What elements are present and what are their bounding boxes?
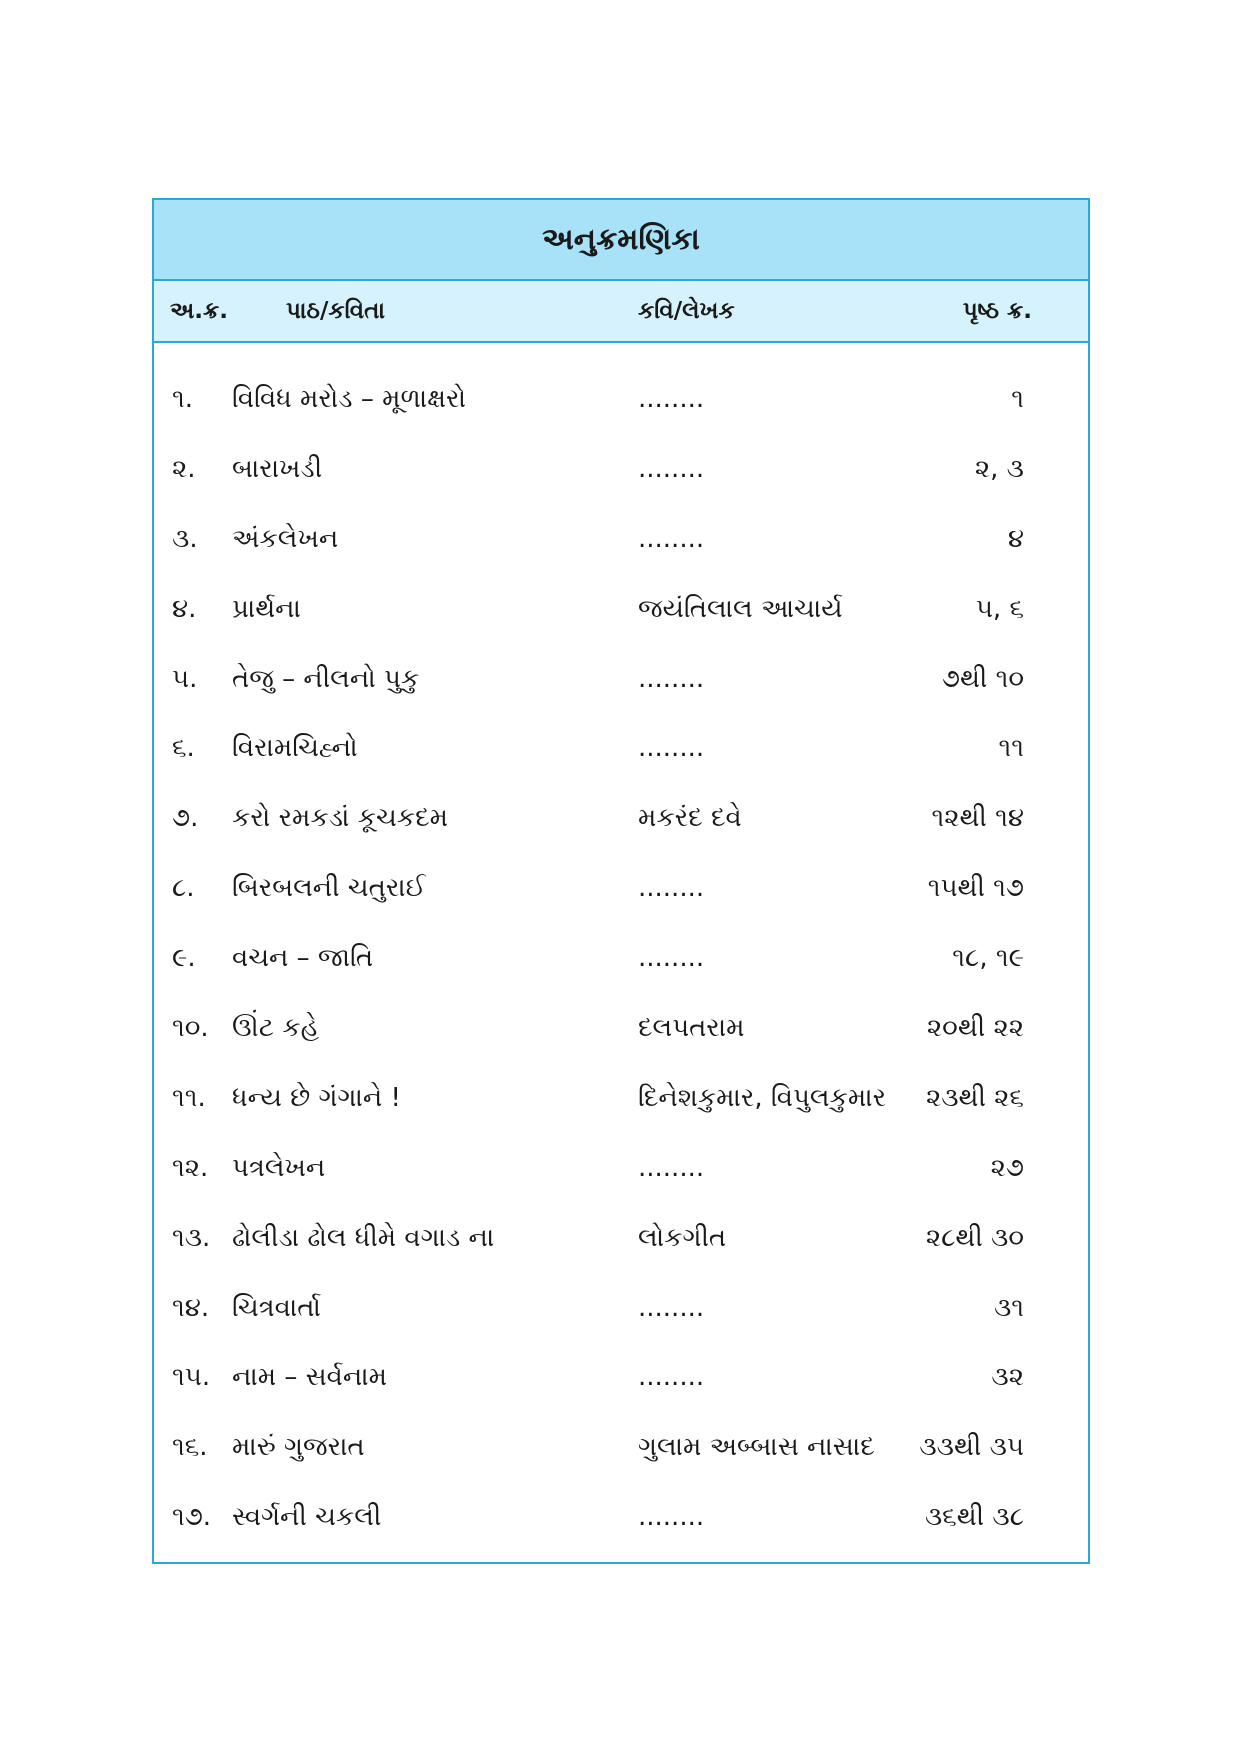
row-page: ૨૮થી ૩૦: [925, 1222, 1024, 1253]
row-page: ૪: [1007, 523, 1024, 554]
row-page: ૧૧: [998, 733, 1024, 764]
row-number: ૬.: [172, 733, 195, 764]
row-page: ૩૬થી ૩૮: [924, 1502, 1024, 1533]
row-lesson: પત્રલેખન: [232, 1152, 326, 1183]
row-lesson: વિરામચિહ્નો: [232, 733, 358, 764]
row-author: ........: [638, 1152, 705, 1183]
table-row: [154, 1495, 1088, 1565]
table-row: [154, 726, 1088, 796]
row-page: ૧૫થી ૧૭: [927, 873, 1024, 904]
row-lesson: ઊંટ કહે: [232, 1013, 320, 1044]
table-row: [154, 936, 1088, 1006]
row-number: ૪.: [172, 593, 197, 624]
table-row: [154, 1425, 1088, 1495]
row-page: ૨૭: [990, 1152, 1024, 1183]
row-lesson: પ્રાર્થના: [232, 593, 301, 624]
row-number: ૫.: [172, 663, 198, 694]
row-page: ૨, ૩: [974, 453, 1024, 484]
row-page: ૨૦થી ૨૨: [926, 1013, 1024, 1044]
row-lesson: વિવિધ મરોડ – મૂળાક્ષરો: [232, 384, 466, 414]
row-number: ૯.: [172, 943, 196, 974]
row-author: ........: [638, 384, 705, 414]
row-lesson: સ્વર્ગની ચકલી: [232, 1502, 382, 1533]
column-header-row: [154, 281, 1088, 343]
row-page: ૧: [1011, 384, 1024, 414]
toc-list: [154, 377, 1088, 1565]
row-author: દિનેશકુમાર, વિપુલકુમાર: [638, 1082, 887, 1113]
table-row: [154, 1076, 1088, 1146]
row-page: ૧૮, ૧૯: [952, 943, 1024, 974]
row-lesson: અંકલેખન: [232, 523, 339, 554]
table-row: [154, 796, 1088, 866]
row-lesson: કરો રમકડાં કૂચકદમ: [232, 803, 449, 834]
row-number: ૮.: [172, 873, 195, 904]
row-author: મકરંદ દવે: [638, 803, 742, 834]
header-lesson: પાઠ/કવિતા: [286, 298, 385, 324]
table-row: [154, 866, 1088, 936]
row-number: ૩.: [172, 523, 198, 554]
row-number: ૧૬.: [172, 1432, 208, 1463]
header-page: પૃષ્ઠ ક્ર.: [962, 298, 1032, 324]
row-number: ૭.: [172, 803, 199, 834]
row-author: ........: [638, 873, 705, 904]
row-number: ૧૦.: [172, 1013, 209, 1044]
row-author: લોકગીત: [638, 1222, 727, 1253]
row-author: ........: [638, 1292, 705, 1323]
row-lesson: બારાખડી: [232, 453, 323, 484]
table-row: [154, 447, 1088, 517]
table-of-contents: [152, 198, 1090, 1564]
row-lesson: ઢોલીડા ઢોલ ધીમે વગાડ ના: [232, 1222, 495, 1253]
table-row: [154, 1355, 1088, 1425]
row-page: ૧૨થી ૧૪: [931, 803, 1024, 834]
row-author: ........: [638, 663, 705, 694]
row-lesson: વચન – જાતિ: [232, 943, 374, 974]
row-author: ........: [638, 453, 705, 484]
row-author: ........: [638, 943, 705, 974]
row-number: ૧૩.: [172, 1222, 211, 1253]
row-lesson: બિરબલની ચતુરાઈ: [232, 873, 426, 904]
row-author: ગુલામ અબ્બાસ નાસાદ: [638, 1432, 875, 1463]
table-row: [154, 657, 1088, 727]
row-number: ૨.: [172, 453, 196, 484]
row-author: ........: [638, 733, 705, 764]
row-number: ૧૫.: [172, 1362, 211, 1393]
row-lesson: નામ – સર્વનામ: [232, 1362, 387, 1393]
header-number: અ.ક્ર.: [170, 298, 228, 324]
row-number: ૧.: [172, 384, 194, 414]
row-author: જયંતિલાલ આચાર્ય: [638, 593, 843, 624]
row-page: ૩૧: [993, 1292, 1024, 1323]
row-number: ૧૨.: [172, 1152, 209, 1183]
row-lesson: મારું ગુજરાત: [232, 1432, 365, 1463]
row-page: ૩૩થી ૩૫: [919, 1432, 1024, 1463]
row-page: ૨૩થી ૨૬: [925, 1082, 1024, 1113]
page-title: અનુક્રમણિકા: [542, 222, 700, 257]
row-lesson: ધન્ય છે ગંગાને !: [232, 1082, 401, 1113]
header-author: કવિ/લેખક: [638, 298, 735, 324]
row-page: ૩૨: [991, 1362, 1024, 1393]
table-row: [154, 1146, 1088, 1216]
table-row: [154, 377, 1088, 447]
row-number: ૧૧.: [172, 1082, 206, 1113]
table-row: [154, 1216, 1088, 1286]
row-page: ૭થી ૧૦: [941, 663, 1024, 694]
table-row: [154, 1006, 1088, 1076]
row-lesson: ચિત્રવાર્તા: [232, 1292, 321, 1323]
table-row: [154, 517, 1088, 587]
table-row: [154, 587, 1088, 657]
row-author: ........: [638, 1502, 705, 1533]
row-author: ........: [638, 523, 705, 554]
row-lesson: તેજુ – નીલનો પુકુ: [232, 663, 420, 694]
table-row: [154, 1286, 1088, 1356]
row-author: દલપતરામ: [638, 1013, 745, 1044]
row-page: ૫, ૬: [975, 593, 1024, 624]
row-author: ........: [638, 1362, 705, 1393]
row-number: ૧૪.: [172, 1292, 210, 1323]
title-bar: [154, 200, 1088, 281]
row-number: ૧૭.: [172, 1502, 212, 1533]
